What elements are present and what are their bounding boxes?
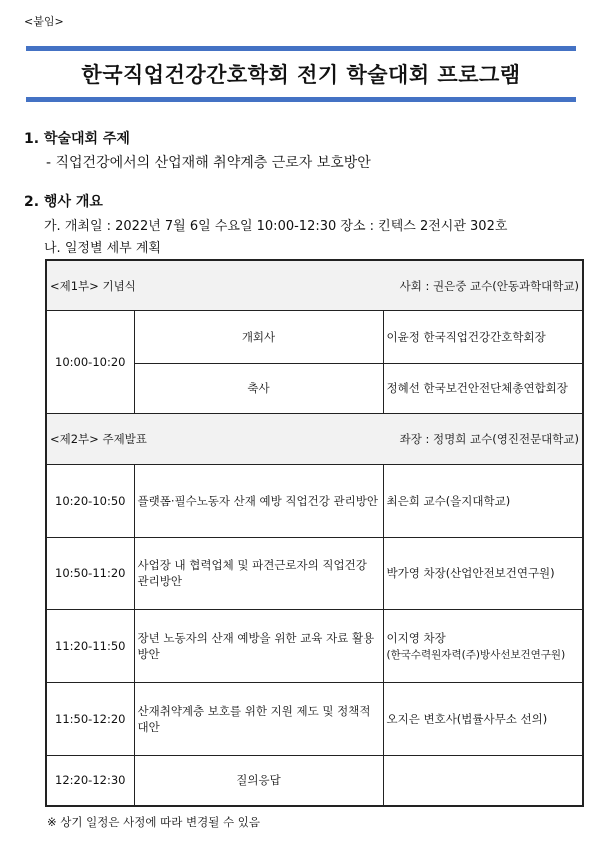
table-row bbox=[46, 311, 583, 364]
event-date-location: 가. 개최일 : 2022년 7월 6일 수요일 10:00-12:30 장소 : 킨텍스 2전시관 302호 bbox=[44, 219, 508, 234]
schedule-heading: 나. 일정별 세부 계획 bbox=[44, 241, 161, 256]
program-table bbox=[45, 259, 584, 807]
table-row bbox=[46, 610, 583, 683]
session-title: 사업장 내 협력업체 및 파견근로자의 직업건강 관리방안 bbox=[134, 537, 383, 610]
schedule-note: ※ 상기 일정은 사정에 따라 변경될 수 있음 bbox=[47, 815, 260, 829]
qa-title: 질의응답 bbox=[134, 755, 383, 806]
session-speaker: 이지영 차장 bbox=[386, 630, 446, 645]
session-time: 11:20-11:50 bbox=[46, 610, 134, 683]
session-speaker-cell bbox=[383, 610, 583, 683]
session-speaker: 최은희 교수(을지대학교) bbox=[383, 464, 583, 537]
section1-body: - 직업건강에서의 산업재해 취약계층 근로자 보호방안 bbox=[46, 155, 371, 171]
table-row bbox=[46, 537, 583, 610]
table-row bbox=[46, 755, 583, 806]
session-title: 장년 노동자의 산재 예방을 위한 교육 자료 활용 방안 bbox=[134, 610, 383, 683]
item-speaker: 정혜선 한국보건안전단체총연합회장 bbox=[383, 363, 583, 414]
part1-host: 사회 : 권은중 교수(안동과학대학교) bbox=[399, 278, 579, 293]
title-box bbox=[26, 46, 576, 102]
part1-header-cell bbox=[46, 260, 583, 311]
part2-header-row bbox=[46, 414, 583, 465]
session-time: 10:20-10:50 bbox=[46, 464, 134, 537]
part2-header-cell bbox=[46, 414, 583, 465]
qa-speaker-empty bbox=[383, 755, 583, 806]
item-title: 개회사 bbox=[134, 311, 383, 364]
session-title: 플랫폼·필수노동자 산재 예방 직업건강 관리방안 bbox=[134, 464, 383, 537]
session-speaker: 박가영 차장(산업안전보건연구원) bbox=[383, 537, 583, 610]
item-title: 축사 bbox=[134, 363, 383, 414]
part2-label: <제2부> 주제발표 bbox=[50, 431, 147, 446]
session-time: 10:50-11:20 bbox=[46, 537, 134, 610]
session-speaker-affiliation: (한국수력원자력(주)방사선보건연구원) bbox=[386, 648, 566, 661]
table-row bbox=[46, 464, 583, 537]
item-speaker: 이윤정 한국직업건강간호학회장 bbox=[383, 311, 583, 364]
session-title: 산재취약계층 보호를 위한 지원 제도 및 정책적 대안 bbox=[134, 683, 383, 756]
part1-label: <제1부> 기념식 bbox=[50, 278, 136, 293]
page-title: 한국직업건강간호학회 전기 학술대회 프로그램 bbox=[81, 63, 521, 87]
session-time: 11:50-12:20 bbox=[46, 683, 134, 756]
section2-heading: 2. 행사 개요 bbox=[24, 194, 103, 210]
part1-time: 10:00-10:20 bbox=[46, 311, 134, 414]
section1-heading: 1. 학술대회 주제 bbox=[24, 131, 130, 147]
table-row bbox=[46, 683, 583, 756]
part1-header-row bbox=[46, 260, 583, 311]
session-speaker: 오지은 변호사(법률사무소 선의) bbox=[383, 683, 583, 756]
qa-time: 12:20-12:30 bbox=[46, 755, 134, 806]
attachment-label: <붙임> bbox=[24, 15, 64, 28]
part2-host: 좌장 : 정명희 교수(영진전문대학교) bbox=[399, 431, 579, 446]
